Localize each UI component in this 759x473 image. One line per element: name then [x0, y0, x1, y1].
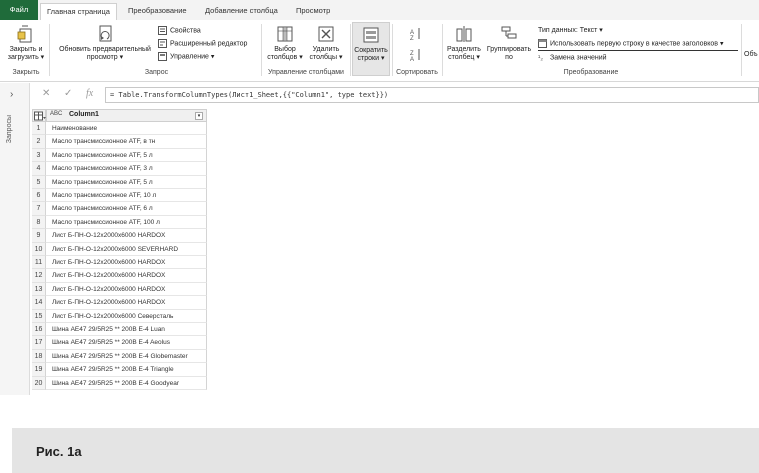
split-column-button[interactable] [444, 24, 484, 62]
row-number[interactable]: 4 [32, 162, 46, 175]
manage-label: Управление ▾ [170, 53, 215, 61]
group-query-label: Запрос [144, 69, 169, 76]
row-number[interactable]: 11 [32, 256, 46, 269]
table-row[interactable] [32, 216, 207, 229]
tab-file[interactable]: Файл [0, 0, 38, 20]
table-row[interactable] [32, 256, 207, 269]
row-number[interactable]: 18 [32, 350, 46, 363]
group-by-label: Группировать по [486, 46, 532, 61]
row-number[interactable]: 12 [32, 269, 46, 282]
table-cell[interactable]: Лист Б-ПН-О-12х2000х6000 HARDOX [46, 283, 207, 296]
filter-dropdown-icon[interactable]: ▾ [195, 112, 203, 120]
table-headers-icon [538, 39, 547, 48]
group-close-label: Закрыть [12, 69, 40, 76]
table-row[interactable] [32, 176, 207, 189]
choose-columns-label: Выбор столбцов ▾ [267, 46, 303, 61]
table-cell[interactable]: Шина AE47 29/5R25 ** 200B E-4 Goodyear [46, 377, 207, 390]
remove-columns-icon [316, 24, 336, 44]
group-separator [741, 24, 742, 76]
svg-text:A: A [410, 57, 415, 63]
queries-panel [0, 83, 30, 395]
group-by-icon [499, 24, 519, 44]
table-cell[interactable]: Масло трансмиссионное ATF, 5 л [46, 149, 207, 162]
table-cell[interactable]: Лист Б-ПН-О-12х2000х6000 HARDOX [46, 229, 207, 242]
table-cell[interactable]: Лист Б-ПН-О-12х2000х6000 Северсталь [46, 310, 207, 323]
manage-button[interactable] [158, 52, 214, 61]
table-cell[interactable]: Шина AE47 29/5R25 ** 200B E-4 Globemaster [46, 350, 207, 363]
svg-text:¹₂: ¹₂ [538, 55, 544, 62]
table-cell[interactable]: Масло трансмиссионное ATF, 10 л [46, 189, 207, 202]
close-and-load-label: Закрыть и загрузить ▾ [7, 46, 45, 61]
row-number[interactable]: 10 [32, 243, 46, 256]
tab-add-column[interactable]: Добавление столбца [205, 6, 278, 15]
reduce-rows-icon [361, 25, 381, 45]
row-number[interactable]: 7 [32, 202, 46, 215]
queries-label[interactable]: Запросы [6, 115, 13, 144]
refresh-preview-button[interactable] [54, 24, 156, 62]
group-separator [350, 24, 351, 76]
tab-home[interactable]: Главная страница [40, 3, 117, 20]
remove-columns-label: Удалить столбцы ▾ [309, 46, 343, 61]
choose-columns-button[interactable] [265, 24, 305, 62]
table-cell[interactable]: Шина AE47 29/5R25 ** 200B E-4 Aeolus [46, 336, 207, 349]
formula-bar [30, 85, 759, 105]
table-row[interactable] [32, 310, 207, 323]
row-number[interactable]: 8 [32, 216, 46, 229]
table-cell[interactable]: Масло трансмиссионное ATF, 100 л [46, 216, 207, 229]
table-cell[interactable]: Шина AE47 29/5R25 ** 200B E-4 Triangle [46, 363, 207, 376]
use-first-row-as-headers-button[interactable] [538, 39, 723, 48]
svg-text:A: A [410, 30, 415, 36]
table-row[interactable] [32, 243, 207, 256]
row-number[interactable]: 6 [32, 189, 46, 202]
replace-values-button[interactable] [538, 53, 607, 62]
type-text-icon[interactable]: ABC [50, 111, 63, 117]
table-cell[interactable]: Наименование [46, 122, 207, 135]
figure-caption-box [12, 428, 759, 473]
row-number[interactable]: 14 [32, 296, 46, 309]
row-number[interactable]: 16 [32, 323, 46, 336]
ribbon [0, 20, 759, 82]
tab-view[interactable]: Просмотр [296, 6, 331, 15]
table-row[interactable] [32, 283, 207, 296]
row-number[interactable]: 1 [32, 122, 46, 135]
table-cell[interactable]: Лист Б-ПН-О-12х2000х6000 HARDOX [46, 296, 207, 309]
properties-label: Свойства [170, 27, 201, 35]
split-column-label: Разделить столбец ▾ [447, 46, 481, 61]
table-row[interactable] [32, 269, 207, 282]
row-number[interactable]: 17 [32, 336, 46, 349]
combine-button-truncated[interactable]: Объ [744, 51, 758, 58]
figure-caption: Рис. 1а [36, 444, 82, 459]
manage-icon [158, 52, 167, 61]
table-cell[interactable]: Масло трансмиссионное ATF, 6 л [46, 202, 207, 215]
table-cell[interactable]: Масло трансмиссионное ATF, в тн [46, 135, 207, 148]
table-cell[interactable]: Лист Б-ПН-О-12х2000х6000 HARDOX [46, 269, 207, 282]
table-row[interactable] [32, 149, 207, 162]
row-number[interactable]: 2 [32, 135, 46, 148]
table-row[interactable] [32, 350, 207, 363]
table-row[interactable] [32, 202, 207, 215]
table-row[interactable] [32, 336, 207, 349]
replace-values-icon [538, 53, 547, 62]
svg-text:Z: Z [410, 36, 414, 42]
column1-header[interactable] [46, 109, 207, 122]
split-column-icon [454, 24, 474, 44]
table-row[interactable] [32, 189, 207, 202]
group-separator [49, 24, 50, 76]
reduce-rows-label: Сократить строки ▾ [354, 47, 388, 62]
data-type-dropdown[interactable]: Тип данных: Текст ▾ [538, 27, 603, 34]
table-cell[interactable]: Лист Б-ПН-О-12х2000х6000 HARDOX [46, 256, 207, 269]
table-cell[interactable]: Шина AE47 29/5R25 ** 200B E-4 Luan [46, 323, 207, 336]
advanced-editor-icon [158, 39, 167, 48]
table-row[interactable] [32, 363, 207, 376]
properties-button[interactable] [158, 26, 201, 35]
group-sort-label: Сортировать [396, 69, 438, 76]
tab-transform[interactable]: Преобразование [128, 6, 187, 15]
table-row[interactable] [32, 162, 207, 175]
highlight-underline [538, 50, 738, 51]
row-number[interactable]: 20 [32, 377, 46, 390]
table-cell[interactable]: Лист Б-ПН-О-12х2000х6000 SEVERHARD [46, 243, 207, 256]
table-row[interactable] [32, 229, 207, 242]
formula-input[interactable]: = Table.TransformColumnTypes(Лист1_Sheet,{{"Column1", type text}}) [105, 87, 759, 103]
group-manage-columns-label: Управление столбцами [268, 69, 344, 76]
table-menu-icon[interactable] [32, 109, 46, 122]
table-cell[interactable]: Масло трансмиссионное ATF, 3 л [46, 162, 207, 175]
apply-formula-icon[interactable]: ✓ [64, 88, 73, 99]
remove-columns-button[interactable] [306, 24, 346, 62]
reduce-rows-button[interactable] [352, 22, 390, 76]
row-number[interactable]: 13 [32, 283, 46, 296]
row-number[interactable]: 15 [32, 310, 46, 323]
table-row[interactable] [32, 296, 207, 309]
close-load-icon [16, 24, 36, 44]
svg-text:Z: Z [410, 51, 414, 57]
table-row[interactable] [32, 135, 207, 148]
fx-icon[interactable]: fx [86, 88, 94, 99]
table-row[interactable] [32, 323, 207, 336]
group-by-button[interactable] [486, 24, 532, 62]
properties-icon [158, 26, 167, 35]
table-cell[interactable]: Масло трансмиссионное ATF, 5 л [46, 176, 207, 189]
group-transform-label: Преобразование [563, 69, 619, 76]
row-number[interactable]: 19 [32, 363, 46, 376]
table-row[interactable] [32, 122, 207, 135]
advanced-editor-label: Расширенный редактор [170, 40, 248, 48]
replace-values-label: Замена значений [550, 54, 607, 62]
expand-panel-chevron-icon[interactable]: › [10, 89, 14, 100]
table-row[interactable] [32, 377, 207, 390]
sort-ascending-icon[interactable] [410, 26, 422, 50]
column1-title: Column1 [69, 111, 99, 118]
choose-columns-icon [275, 24, 295, 44]
row-number[interactable]: 5 [32, 176, 46, 189]
advanced-editor-button[interactable] [158, 39, 247, 48]
row-number[interactable]: 9 [32, 229, 46, 242]
close-and-load-button[interactable] [4, 24, 48, 62]
cancel-formula-icon[interactable]: ✕ [42, 88, 51, 99]
refresh-document-icon [95, 24, 115, 44]
ribbon-tab-bar [0, 0, 759, 20]
sort-descending-icon[interactable] [410, 48, 422, 66]
use-first-row-label: Использовать первую строку в качестве заголовков ▾ [550, 40, 724, 48]
row-number[interactable]: 3 [32, 149, 46, 162]
refresh-preview-label: Обновить предварительный просмотр ▾ [59, 46, 151, 61]
